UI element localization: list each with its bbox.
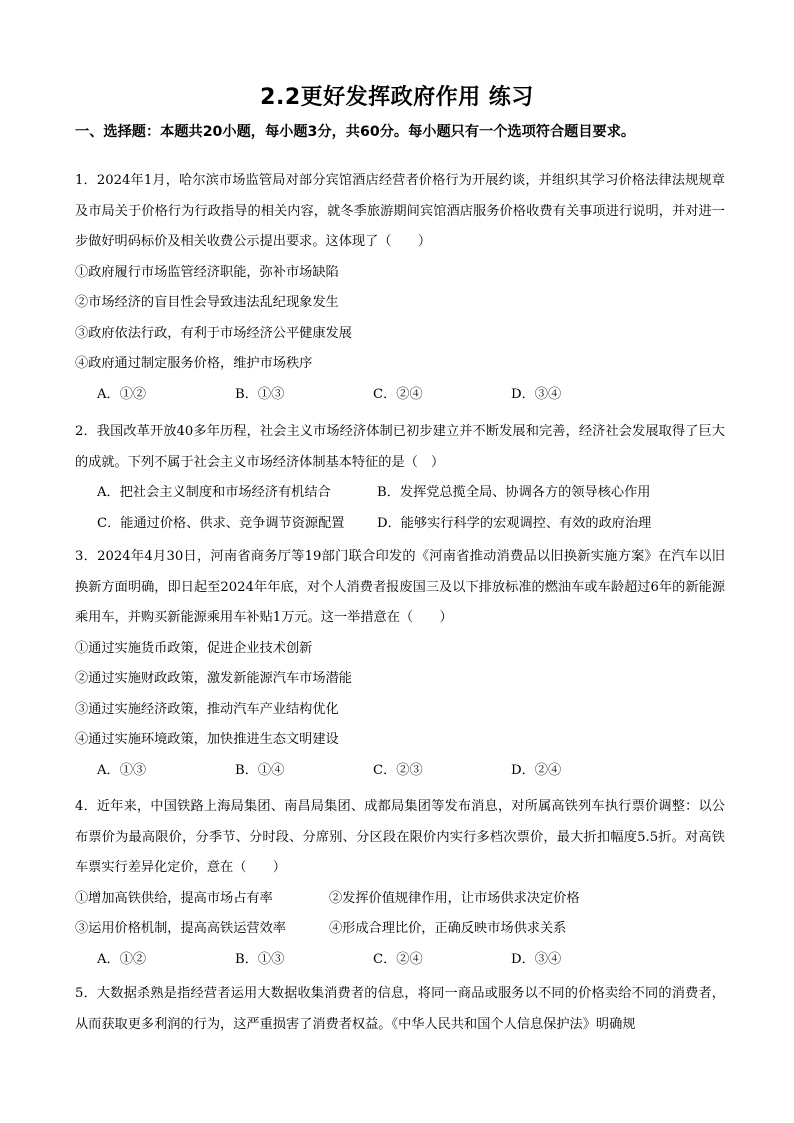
page-title: 2.2更好发挥政府作用 练习 (260, 85, 534, 110)
section-heading: 一、选择题：本题共20小题，每小题3分，共60分。每小题只有一个选项符合题目要求。 (75, 124, 636, 140)
statements-row-1 (75, 884, 725, 915)
choice-d[interactable]: D．能够实行科学的宏观调控、有效的政府治理 (377, 515, 652, 531)
question-5 (75, 979, 725, 1040)
statement-1: ①政府履行市场监管经济职能，弥补市场缺陷 (75, 264, 339, 280)
statement-3: ③政府依法行政，有利于市场经济公平健康发展 (75, 325, 352, 341)
choice-c[interactable]: C．②④ (373, 386, 423, 402)
statement-2: ②市场经济的盲目性会导致违法乱纪现象发生 (75, 295, 339, 310)
question-4 (75, 792, 725, 975)
question-stem: 3．2024年4月30日，河南省商务厅等19部门联合印发的《河南省推动消费品以旧换新实施方案》在汽车以旧换新方面明确，即日起至2024年年底，对个人消费者报废国三及以下排放标准的燃油车或车龄超过6年的新能源乘用车，并购买新能源乘用车补贴1万元。这一举措意在（ ） (75, 549, 725, 625)
choice-a[interactable]: A．①② (97, 386, 147, 402)
question-stem: 5．大数据杀熟是指经营者运用大数据收集消费者的信息，将同一商品或服务以不同的价格卖给不同的消费者，从而获取更多利润的行为，这严重损害了消费者权益。《中华人民共和国个人信息保护法》明确规 (75, 986, 725, 1032)
statement-4: ④形成合理比价，正确反映市场供求关系 (329, 921, 567, 936)
question-stem: 4．近年来，中国铁路上海局集团、南昌局集团、成都局集团等发布消息，对所属高铁列车执行票价调整：以公布票价为最高限价，分季节、分时段、分席别、分区段在限价内实行多档次票价，最大折扣幅度5.5折。对高铁车票实行差异化定价，意在（ ） (75, 799, 725, 875)
statement-1: ①增加高铁供给，提高市场占有率 (75, 890, 273, 906)
answer-choices (75, 380, 725, 411)
statements-row-2 (75, 914, 725, 945)
statement-1: ①通过实施货币政策，促进企业技术创新 (75, 640, 313, 656)
question-1 (75, 166, 725, 410)
answer-choices-row-2 (75, 509, 725, 540)
question-stem: 2．我国改革开放40多年历程，社会主义市场经济体制已初步建立并不断发展和完善，经济社会发展取得了巨大的成就。下列不属于社会主义市场经济体制基本特征的是（ ） (75, 424, 725, 470)
choice-a[interactable]: A．把社会主义制度和市场经济有机结合 (97, 485, 331, 500)
statement-4: ④通过实施环境政策，加快推进生态文明建设 (75, 732, 339, 747)
choice-a[interactable]: A．①③ (97, 762, 147, 778)
choice-b[interactable]: B．发挥党总揽全局、协调各方的领导核心作用 (377, 485, 651, 500)
choice-d[interactable]: D．②④ (511, 762, 562, 778)
choice-d[interactable]: D．③④ (511, 951, 562, 967)
question-2 (75, 417, 725, 539)
statement-2: ②发挥价值规律作用，让市场供求决定价格 (329, 890, 580, 906)
question-stem: 1．2024年1月，哈尔滨市场监管局对部分宾馆酒店经营者价格行为开展约谈，并组织其学习价格法律法规规章及市局关于价格行为行政指导的相关内容，就冬季旅游期间宾馆酒店服务价格收费有关事项进行说明，并对进一步做好明码标价及相关收费公示提出要求。这体现了（ ） (75, 173, 725, 249)
question-3 (75, 542, 725, 786)
choice-a[interactable]: A．①② (97, 951, 147, 967)
choice-d[interactable]: D．③④ (511, 386, 562, 402)
choice-c[interactable]: C．能通过价格、供求、竞争调节资源配置 (97, 515, 345, 531)
answer-choices (75, 756, 725, 787)
statement-2: ②通过实施财政政策，激发新能源汽车市场潜能 (75, 671, 352, 686)
statement-3: ③运用价格机制，提高高铁运营效率 (75, 921, 286, 936)
choice-b[interactable]: B．①④ (235, 762, 285, 778)
statement-3: ③通过实施经济政策，推动汽车产业结构优化 (75, 701, 339, 717)
answer-choices-row-1 (75, 478, 725, 509)
statement-4: ④政府通过制定服务价格，维护市场秩序 (75, 356, 313, 371)
choice-b[interactable]: B．①③ (235, 386, 285, 402)
choice-c[interactable]: C．②④ (373, 951, 423, 967)
answer-choices (75, 945, 725, 976)
choice-c[interactable]: C．②③ (373, 762, 423, 778)
choice-b[interactable]: B．①③ (235, 951, 285, 967)
